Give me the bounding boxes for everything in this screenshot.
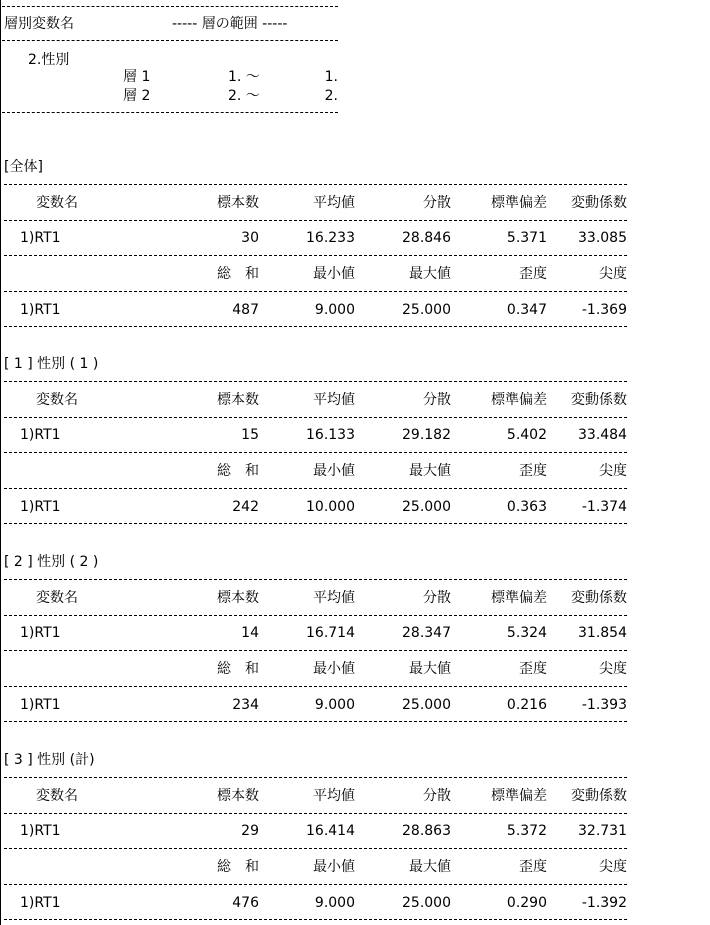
cell-value: 31.854 [578,625,627,641]
col-header-min: 最小値 [313,266,355,282]
section-divider [4,579,627,580]
cell-value: 0.216 [506,697,547,713]
section-end-divider [4,523,627,524]
header-divider-bottom [2,112,338,113]
section-divider [4,777,627,778]
cell-value: 5.324 [506,625,547,641]
section-end-divider [4,721,627,722]
col-header-mean: 平均値 [313,788,355,804]
cell-value: 0.363 [506,499,547,515]
cell-value: 242 [232,499,259,515]
row-divider [4,255,627,256]
cell-value: 16.714 [306,625,355,641]
cell-value: 16.414 [306,823,355,839]
col-header-skewness: 歪度 [519,859,547,875]
stratum-var-label: 層別変数名 [4,16,74,32]
col-header-cv: 変動係数 [571,590,627,606]
row-varname: 1)RT1 [20,823,61,839]
cell-value: 16.233 [306,230,355,246]
layer-2-from: 2. ～ [228,88,260,104]
row-divider [4,291,627,292]
col-header-n: 標本数 [217,788,259,804]
col-header-varname: 変数名 [36,195,78,211]
col-header-mean: 平均値 [313,195,355,211]
cell-value: -1.393 [581,697,627,713]
row-divider [4,813,627,814]
section-divider [4,381,627,382]
cell-value: 476 [232,895,259,911]
cell-value: 9.000 [314,895,355,911]
row-divider [4,488,627,489]
row-divider [4,848,627,849]
row-varname: 1)RT1 [20,302,61,318]
col-header-min: 最小値 [313,661,355,677]
range-label: ----- 層の範囲 ----- [172,16,288,32]
cell-value: 15 [241,427,259,443]
col-header-max: 最大値 [409,661,451,677]
cell-value: 16.133 [306,427,355,443]
section-title: [ 3 ] 性別 (計) [4,752,95,768]
cell-value: 25.000 [402,697,451,713]
col-header-variance: 分散 [423,392,451,408]
section-end-divider [4,919,627,920]
cell-value: 28.863 [402,823,451,839]
row-divider [4,220,627,221]
col-header-n: 標本数 [217,590,259,606]
cell-value: 25.000 [402,499,451,515]
header-divider-mid [2,40,338,41]
cell-value: 25.000 [402,895,451,911]
cell-value: 9.000 [314,697,355,713]
row-divider [4,686,627,687]
cell-value: 9.000 [314,302,355,318]
section-divider [4,184,627,185]
cell-value: 234 [232,697,259,713]
col-header-max: 最大値 [409,859,451,875]
cell-value: 33.484 [578,427,627,443]
cell-value: 0.290 [506,895,547,911]
cell-value: -1.369 [581,302,627,318]
cell-value: 0.347 [506,302,547,318]
col-header-sd: 標準偏差 [491,392,547,408]
layer-1-from: 1. ～ [228,69,260,85]
col-header-kurtosis: 尖度 [599,859,627,875]
col-header-variance: 分散 [423,788,451,804]
row-varname: 1)RT1 [20,625,61,641]
col-header-n: 標本数 [217,195,259,211]
col-header-varname: 変数名 [36,788,78,804]
row-divider [4,884,627,885]
col-header-max: 最大値 [409,463,451,479]
col-header-variance: 分散 [423,590,451,606]
col-header-sum: 総 和 [217,266,259,282]
section-title: [全体] [4,159,43,175]
cell-value: 32.731 [578,823,627,839]
left-border [0,0,1,925]
cell-value: 5.371 [506,230,547,246]
row-varname: 1)RT1 [20,230,61,246]
stratum-var-name: 2.性別 [28,52,70,68]
cell-value: 5.372 [506,823,547,839]
col-header-kurtosis: 尖度 [599,266,627,282]
row-varname: 1)RT1 [20,427,61,443]
cell-value: 25.000 [402,302,451,318]
col-header-variance: 分散 [423,195,451,211]
col-header-cv: 変動係数 [571,392,627,408]
cell-value: -1.374 [581,499,627,515]
col-header-kurtosis: 尖度 [599,463,627,479]
col-header-n: 標本数 [217,392,259,408]
cell-value: 28.347 [402,625,451,641]
section-title: [ 2 ] 性別 ( 2 ) [4,554,99,570]
cell-value: 487 [232,302,259,318]
section-end-divider [4,326,627,327]
row-divider [4,650,627,651]
cell-value: -1.392 [581,895,627,911]
col-header-min: 最小値 [313,463,355,479]
col-header-mean: 平均値 [313,392,355,408]
row-varname: 1)RT1 [20,499,61,515]
cell-value: 29.182 [402,427,451,443]
col-header-sd: 標準偏差 [491,590,547,606]
cell-value: 10.000 [306,499,355,515]
col-header-mean: 平均値 [313,590,355,606]
col-header-sum: 総 和 [217,859,259,875]
col-header-skewness: 歪度 [519,661,547,677]
col-header-kurtosis: 尖度 [599,661,627,677]
cell-value: 14 [241,625,259,641]
col-header-sum: 総 和 [217,661,259,677]
layer-1-to: 1. [324,69,338,85]
col-header-varname: 変数名 [36,392,78,408]
col-header-varname: 変数名 [36,590,78,606]
layer-1-name: 層 1 [123,69,151,85]
col-header-sd: 標準偏差 [491,195,547,211]
col-header-min: 最小値 [313,859,355,875]
col-header-max: 最大値 [409,266,451,282]
row-varname: 1)RT1 [20,697,61,713]
cell-value: 29 [241,823,259,839]
row-divider [4,452,627,453]
row-divider [4,417,627,418]
row-varname: 1)RT1 [20,895,61,911]
col-header-cv: 変動係数 [571,788,627,804]
cell-value: 28.846 [402,230,451,246]
header-divider-top [2,6,338,7]
col-header-skewness: 歪度 [519,463,547,479]
cell-value: 5.402 [506,427,547,443]
col-header-skewness: 歪度 [519,266,547,282]
col-header-sd: 標準偏差 [491,788,547,804]
section-title: [ 1 ] 性別 ( 1 ) [4,356,99,372]
layer-2-name: 層 2 [123,88,151,104]
layer-2-to: 2. [324,88,338,104]
col-header-sum: 総 和 [217,463,259,479]
row-divider [4,615,627,616]
col-header-cv: 変動係数 [571,195,627,211]
cell-value: 30 [241,230,259,246]
cell-value: 33.085 [578,230,627,246]
